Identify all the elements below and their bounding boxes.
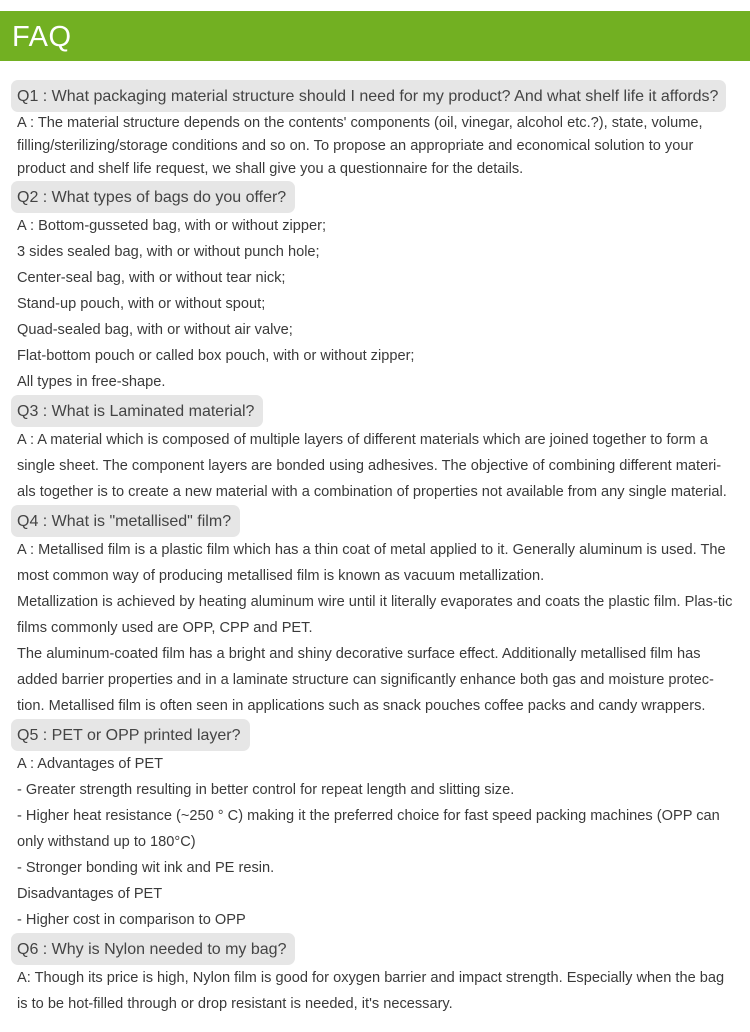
answer-line: Disadvantages of PET [17, 886, 163, 902]
answer-line: Center-seal bag, with or without tear nick; [17, 270, 286, 286]
faq-list [0, 80, 750, 1017]
faq-item-4 [0, 505, 750, 719]
answer-line: - Greater strength resulting in better control for repeat length and slitting size. [17, 782, 515, 798]
answer-line: Stand-up pouch, with or without spout; [17, 296, 266, 312]
faq-item-2 [0, 181, 750, 395]
answer-line: The aluminum-coated film has a bright and shiny decorative surface effect. Additionally metallised film has added barrier properties and in a laminate structure can significantly enhance both gas and moisture protec-tion. Metallised film is often seen in applications such as snack pouches coffee packs and candy wrappers. [17, 646, 714, 714]
page-title: FAQ [12, 21, 72, 53]
faq-question-3: Q3 : What is Laminated material? [11, 395, 263, 427]
answer-line: Quad-sealed bag, with or without air valve; [17, 322, 293, 338]
faq-item-1 [0, 80, 750, 181]
faq-answer-5 [0, 751, 750, 933]
answer-line: 3 sides sealed bag, with or without punch hole; [17, 244, 320, 260]
faq-answer-1 [0, 112, 750, 181]
faq-answer-4 [0, 537, 750, 719]
faq-question-1: Q1 : What packaging material structure should I need for my product? And what shelf life it affords? [11, 80, 726, 112]
answer-line: A : A material which is composed of multiple layers of different materials which are joined together to form a single sheet. The component layers are bonded using adhesives. The objective of combining different materi-als together is to create a new material with a combination of properties not available from any single material. [17, 432, 727, 500]
answer-line: Metallization is achieved by heating aluminum wire until it literally evaporates and coats the plastic film. Plas-tic films commonly used are OPP, CPP and PET. [17, 594, 733, 636]
faq-item-3 [0, 395, 750, 505]
answer-line: A : Bottom-gusseted bag, with or without zipper; [17, 218, 327, 234]
faq-question-6: Q6 : Why is Nylon needed to my bag? [11, 933, 295, 965]
answer-line: - Stronger bonding wit ink and PE resin. [17, 860, 275, 876]
faq-answer-6 [0, 965, 750, 1017]
faq-question-5: Q5 : PET or OPP printed layer? [11, 719, 250, 751]
answer-line: A : Advantages of PET [17, 756, 164, 772]
faq-item-6 [0, 933, 750, 1017]
faq-answer-3 [0, 427, 750, 505]
faq-header [0, 11, 750, 61]
answer-line: A : The material structure depends on the contents' components (oil, vinegar, alcohol etc.?), state, volume, filling/sterilizing/storage conditions and so on. To propose an appropriate and economical solution to your product and shelf life request, we shall give you a questionnaire for the details. [17, 115, 703, 177]
answer-line: A : Metallised film is a plastic film which has a thin coat of metal applied to it. Generally aluminum is used. The most common way of producing metallised film is known as vacuum metallization. [17, 542, 726, 584]
answer-line: - Higher cost in comparison to OPP [17, 912, 246, 928]
answer-line: A: Though its price is high, Nylon film is good for oxygen barrier and impact strength. Especially when the bag is to be hot-filled through or drop resistant is needed, it's necessary. [17, 970, 725, 1012]
answer-line: - Higher heat resistance (~250 ° C) making it the preferred choice for fast speed packing machines (OPP can only withstand up to 180°C) [17, 808, 720, 850]
answer-line: All types in free-shape. [17, 374, 166, 390]
faq-question-4: Q4 : What is "metallised" film? [11, 505, 240, 537]
faq-question-2: Q2 : What types of bags do you offer? [11, 181, 295, 213]
faq-answer-2 [0, 213, 750, 395]
faq-item-5 [0, 719, 750, 933]
answer-line: Flat-bottom pouch or called box pouch, with or without zipper; [17, 348, 415, 364]
